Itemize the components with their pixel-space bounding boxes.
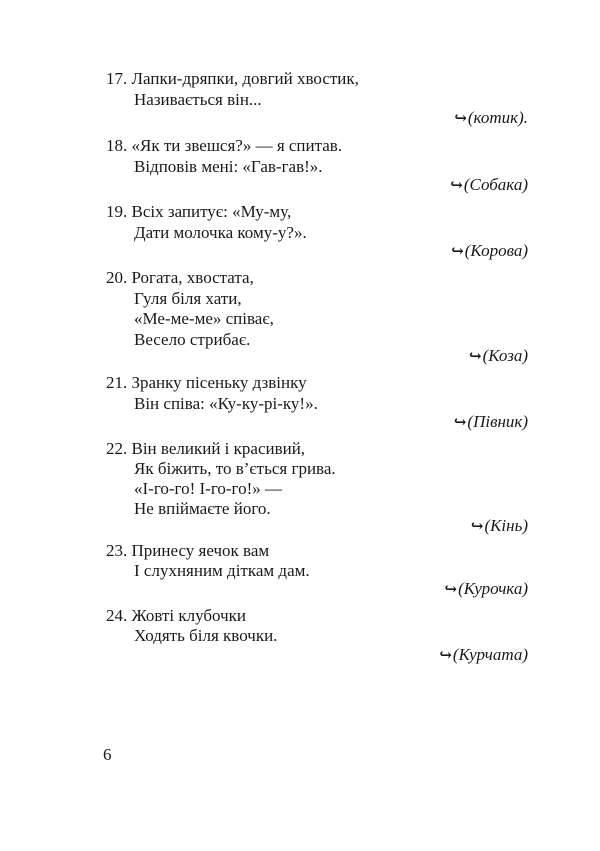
hook-arrow-icon: ↪ [444,582,458,598]
riddle-answer: ↪(котик). [454,108,528,127]
hook-arrow-icon: ↪ [439,648,452,664]
riddle-line: Дати молочка кому-у?». [134,223,307,242]
riddle-number: 22. [106,439,128,458]
riddle-answer: ↪(Курочка) [444,579,528,598]
riddle-line: Як біжить, то в’ється грива. [134,459,336,478]
riddle-line: 20. Рогата, хвостата, [106,268,254,287]
riddle-number: 17. [106,69,128,88]
riddle-number: 19. [106,202,128,221]
riddle-number: 18. [106,136,128,155]
riddle-line: Не впіймаєте його. [134,499,271,518]
hook-arrow-icon: ↪ [450,178,463,194]
riddle-line: 24. Жовті клубочки [106,606,247,625]
hook-arrow-icon: ↪ [454,111,467,127]
riddle-line: 23. Принесу яечок вам [106,541,270,560]
riddle-line: Ходять біля квочки. [134,626,278,645]
riddle-line: Весело стрибає. [134,330,251,349]
riddle-line: І слухняним діткам дам. [134,561,310,580]
riddle-number: 21. [106,373,128,392]
hook-arrow-icon: ↪ [470,519,484,535]
riddle-line: Гуля біля хати, [134,289,242,308]
hook-arrow-icon: ↪ [453,415,467,431]
riddle-line: 22. Він великий і красивий, [106,439,306,458]
hook-arrow-icon: ↪ [451,244,464,260]
riddle-answer: ↪(Кінь) [470,516,528,535]
riddle-line: «Ме-ме-ме» співає, [134,309,274,328]
riddle-line: Відповів мені: «Гав-гав!». [134,157,323,176]
riddle-answer: ↪(Корова) [451,241,528,260]
riddle-line: Називається він... [134,90,262,109]
riddle-line: 18. «Як ти звешся?» — я спитав. [106,136,343,155]
riddle-answer: ↪(Курчата) [439,645,528,664]
riddle-line: 21. Зранку пісеньку дзвінку [106,373,307,392]
riddle-answer: ↪(Коза) [469,346,528,365]
riddle-number: 24. [106,606,128,625]
riddle-number: 20. [106,268,128,287]
riddle-line: «І-го-го! І-го-го!» — [134,479,282,498]
riddle-line: 19. Всіх запитує: «Му-му, [106,202,292,221]
riddle-number: 23. [106,541,128,560]
riddle-line: 17. Лапки-дряпки, довгий хвостик, [106,69,359,88]
hook-arrow-icon: ↪ [469,349,482,365]
page-number: 6 [103,745,112,764]
riddle-line: Він співа: «Ку-ку-рі-ку!». [134,394,318,413]
riddle-answer: ↪(Півник) [453,412,528,431]
riddle-answer: ↪(Собака) [450,175,528,194]
